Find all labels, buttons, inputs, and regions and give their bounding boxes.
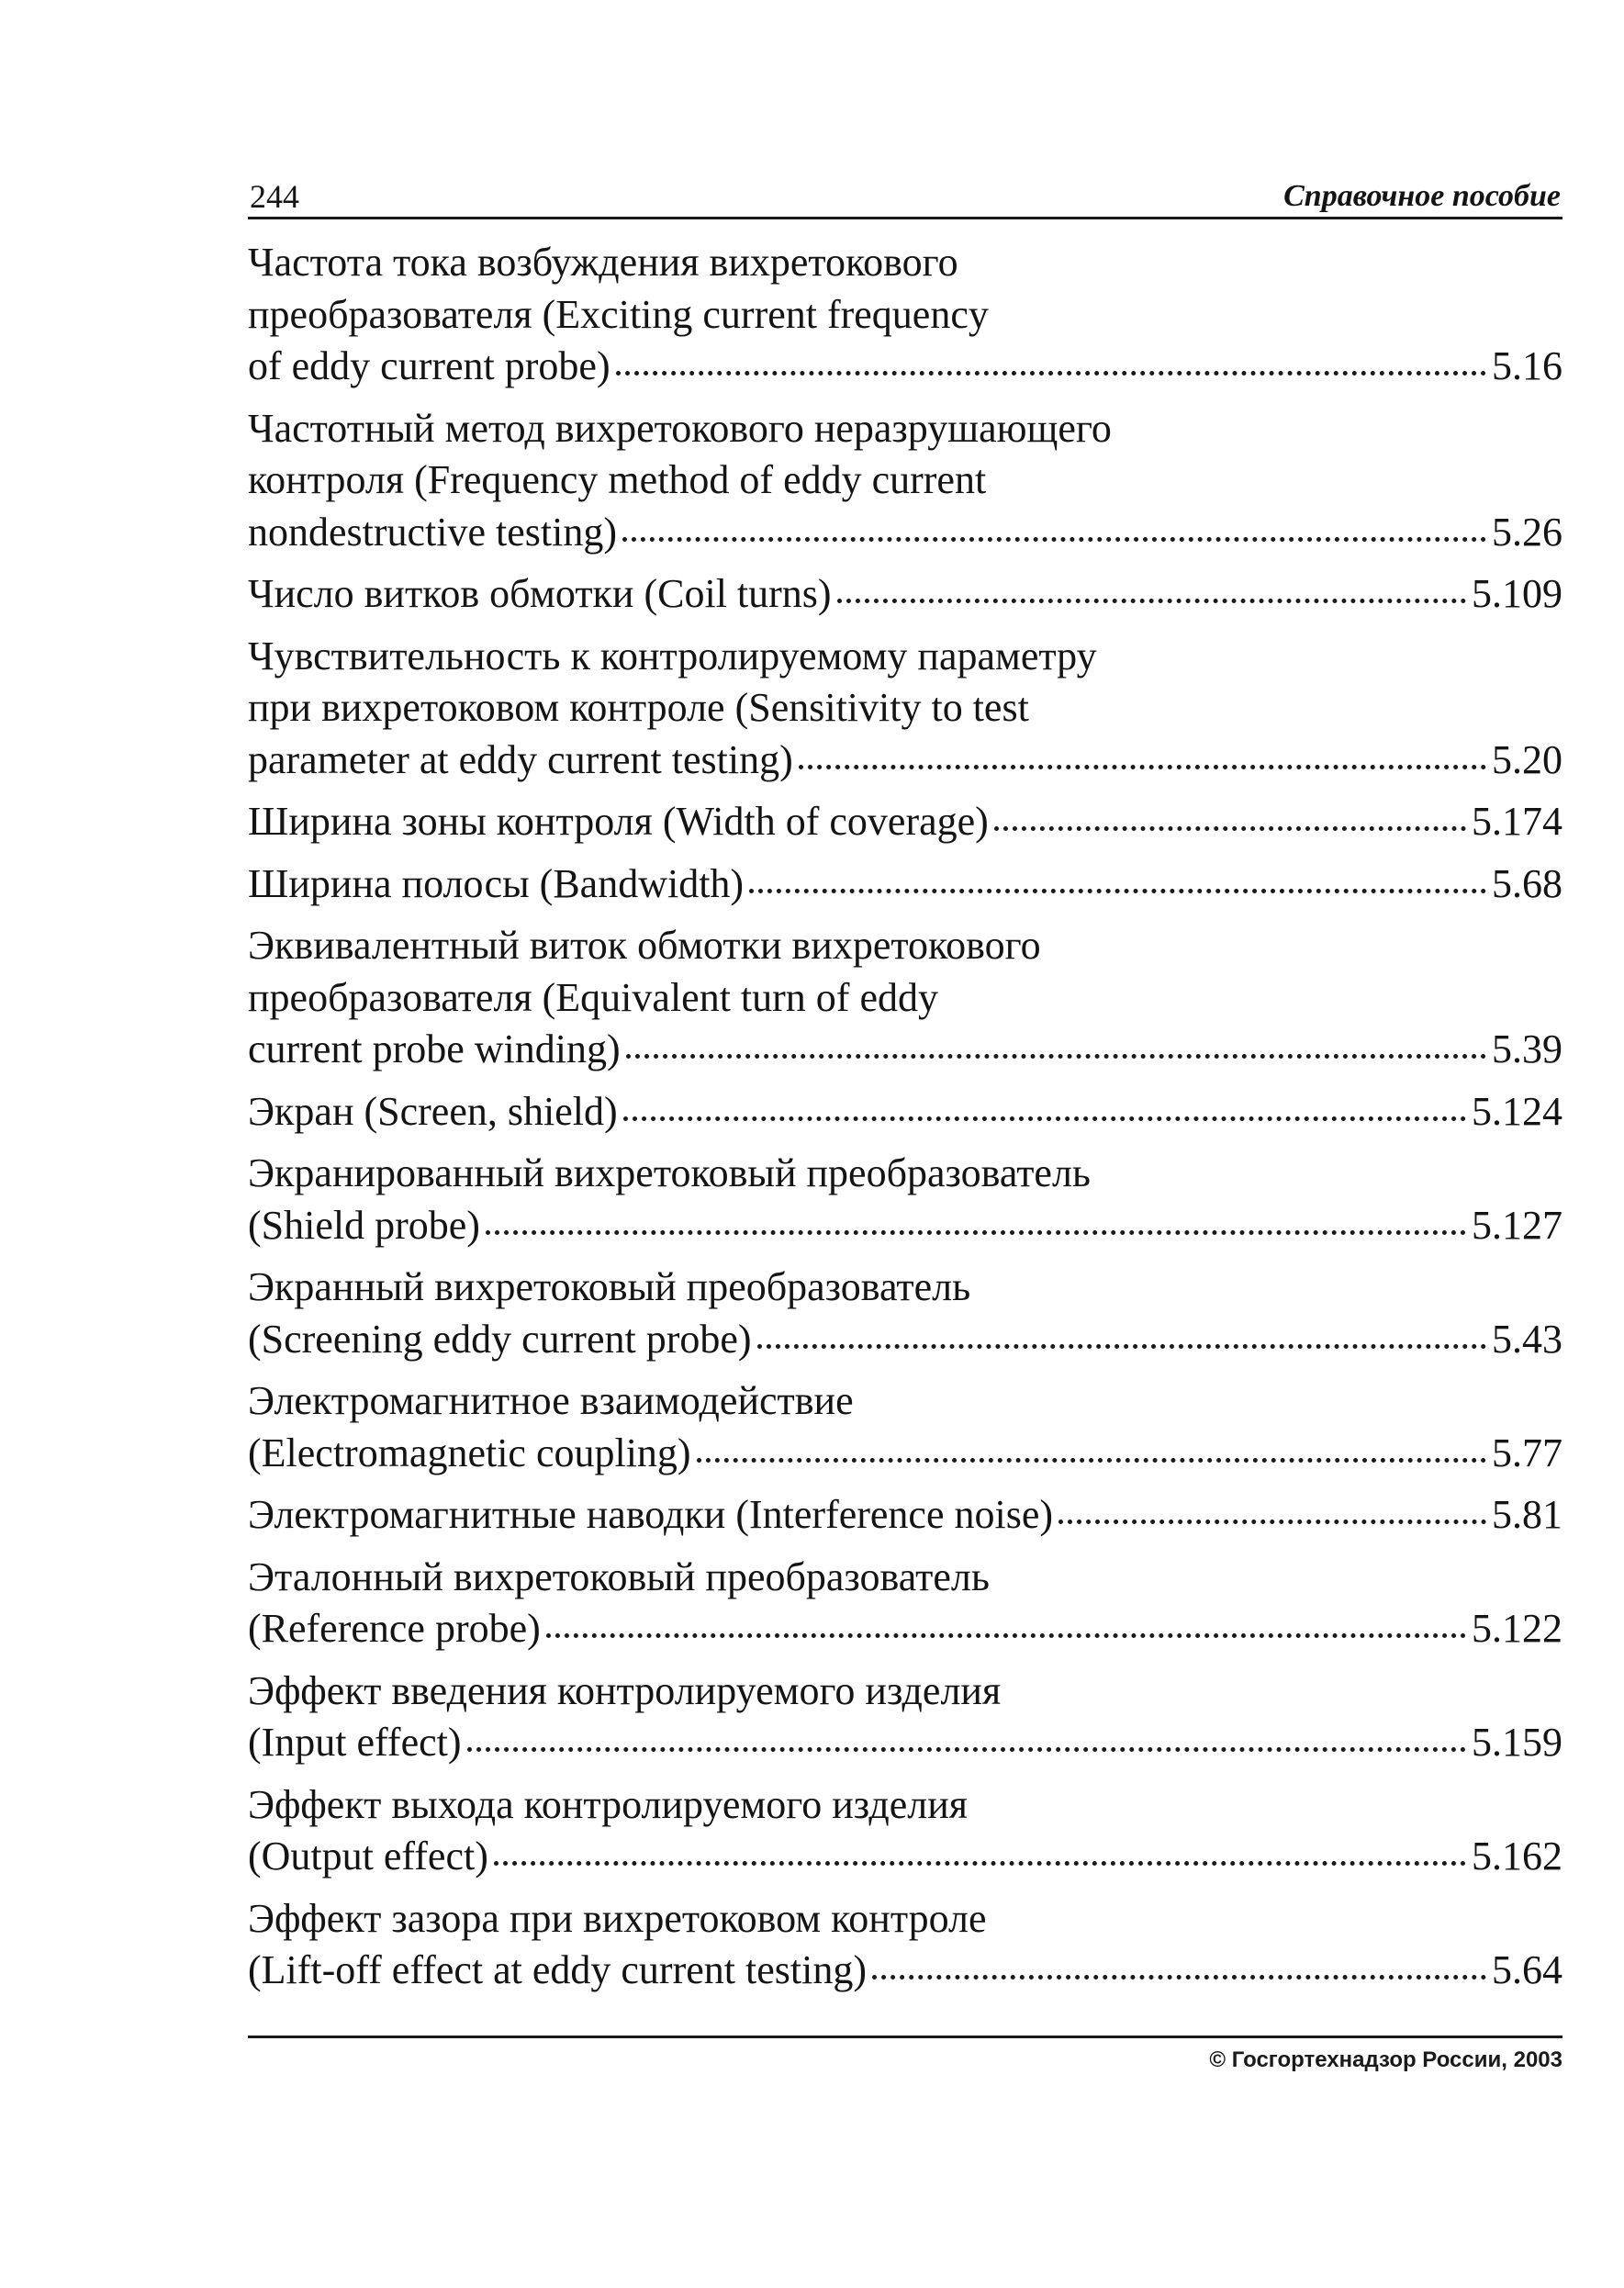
dot-leader	[622, 537, 1486, 542]
entry-term-line: Эквивалентный виток обмотки вихретокового	[248, 923, 1041, 968]
entry-term-line: (Output effect)	[248, 1834, 488, 1879]
entry-term-line: Электромагнитное взаимодействие	[248, 1378, 854, 1423]
page-header	[248, 173, 1562, 219]
footer-rule	[248, 2036, 1562, 2038]
index-entry	[248, 1489, 1562, 1542]
section-reference: 5.81	[1492, 1492, 1562, 1537]
entry-term-line: Экранный вихретоковый преобразователь	[248, 1264, 971, 1309]
section-reference: 5.159	[1472, 1720, 1562, 1765]
dot-leader	[697, 1458, 1486, 1463]
entry-final-line	[248, 1603, 1562, 1655]
section-reference: 5.124	[1472, 1088, 1562, 1134]
entry-final-line	[248, 1428, 1562, 1480]
entry-term-line: Ширина зоны контроля (Width of coverage)	[248, 799, 989, 844]
entry-term-line: (Electromagnetic coupling)	[248, 1430, 691, 1475]
entry-term-line: Электромагнитные наводки (Interference noise)	[248, 1492, 1054, 1537]
entry-final-line	[248, 1024, 1562, 1076]
entry-term-line: Частотный метод вихретокового неразрушающего	[248, 405, 1112, 451]
dot-leader	[494, 1861, 1466, 1866]
section-reference: 5.174	[1472, 799, 1562, 844]
index-entry	[248, 920, 1562, 1076]
section-reference: 5.26	[1492, 509, 1562, 555]
section-reference: 5.122	[1472, 1606, 1562, 1651]
entry-term-line: Экран (Screen, shield)	[248, 1088, 618, 1134]
entry-term-line: Экранированный вихретоковый преобразователь	[248, 1150, 1091, 1195]
dot-leader	[626, 1054, 1486, 1059]
entry-final-line	[248, 1717, 1562, 1769]
dot-leader	[616, 371, 1486, 376]
dot-leader	[749, 889, 1486, 893]
entry-final-line	[248, 341, 1562, 393]
section-reference: 5.77	[1492, 1430, 1562, 1475]
entry-final-line	[248, 507, 1562, 559]
entry-term-line: контроля (Frequency method of eddy current	[248, 457, 987, 502]
entry-final-line	[248, 735, 1562, 787]
entry-final-line	[248, 1489, 1562, 1542]
entry-term-line: Эталонный вихретоковый преобразователь	[248, 1553, 990, 1599]
index-entry	[248, 631, 1562, 787]
dot-leader	[546, 1633, 1466, 1638]
entry-term-line: Эффект введения контролируемого изделия	[248, 1667, 1002, 1713]
entry-final-line	[248, 1314, 1562, 1366]
index-entry	[248, 1262, 1562, 1365]
index-entry	[248, 1893, 1562, 1997]
entry-final-line	[248, 1200, 1562, 1252]
entry-term-line: Частота тока возбуждения вихретокового	[248, 240, 958, 285]
dot-leader	[994, 826, 1466, 831]
section-reference: 5.20	[1492, 736, 1562, 782]
glossary-index-list	[248, 237, 1562, 2007]
entry-term-line: Число витков обмотки (Coil turns)	[248, 571, 832, 616]
entry-term-line: при вихретоковом контроле (Sensitivity to test	[248, 685, 1029, 730]
dot-leader	[1058, 1520, 1486, 1524]
entry-term-line: (Shield probe)	[248, 1202, 480, 1248]
entry-term-line: Чувствительность к контролируемому параметру	[248, 633, 1097, 679]
dot-leader	[872, 1975, 1486, 1980]
section-reference: 5.16	[1492, 343, 1562, 388]
entry-term-line: of eddy current probe)	[248, 343, 610, 388]
index-entry	[248, 568, 1562, 621]
section-reference: 5.162	[1472, 1834, 1562, 1879]
index-entry	[248, 1779, 1562, 1883]
index-entry	[248, 858, 1562, 911]
entry-final-line	[248, 796, 1562, 848]
index-entry	[248, 1666, 1562, 1769]
page-number: 244	[250, 178, 299, 215]
index-entry	[248, 1086, 1562, 1138]
section-reference: 5.64	[1492, 1947, 1562, 1992]
entry-term-line: Эффект выхода контролируемого изделия	[248, 1781, 969, 1827]
entry-term-line: current probe winding)	[248, 1026, 621, 1071]
index-entry	[248, 1552, 1562, 1655]
entry-term-line: Эффект зазора при вихретоковом контроле	[248, 1895, 987, 1941]
index-entry	[248, 1148, 1562, 1251]
section-reference: 5.109	[1472, 571, 1562, 616]
entry-final-line	[248, 1831, 1562, 1883]
entry-term-line: nondestructive testing)	[248, 509, 618, 555]
index-entry	[248, 403, 1562, 559]
index-entry	[248, 1375, 1562, 1479]
entry-term-line: (Lift-off effect at eddy current testing)	[248, 1947, 867, 1992]
entry-term-line: (Input effect)	[248, 1720, 462, 1765]
dot-leader	[467, 1747, 1466, 1752]
entry-term-line: parameter at eddy current testing)	[248, 736, 793, 782]
dot-leader	[757, 1344, 1486, 1349]
section-reference: 5.39	[1492, 1026, 1562, 1071]
section-reference: 5.68	[1492, 860, 1562, 906]
entry-term-line: (Screening eddy current probe)	[248, 1316, 752, 1362]
entry-final-line	[248, 1945, 1562, 1997]
entry-final-line	[248, 1086, 1562, 1138]
entry-term-line: преобразователя (Exciting current frequency	[248, 291, 989, 337]
index-entry	[248, 237, 1562, 393]
running-title: Справочное пособие	[1283, 179, 1561, 213]
section-reference: 5.127	[1472, 1202, 1562, 1248]
entry-term-line: преобразователя (Equivalent turn of eddy	[248, 974, 938, 1020]
entry-final-line	[248, 858, 1562, 911]
section-reference: 5.43	[1492, 1316, 1562, 1362]
dot-leader	[623, 1116, 1466, 1121]
dot-leader	[837, 599, 1466, 603]
index-entry	[248, 796, 1562, 848]
dot-leader	[486, 1230, 1466, 1235]
entry-term-line: (Reference probe)	[248, 1606, 541, 1651]
entry-term-line: Ширина полосы (Bandwidth)	[248, 860, 745, 906]
entry-final-line	[248, 568, 1562, 621]
copyright-notice: © Госгортехнадзор России, 2003	[1209, 2047, 1562, 2072]
dot-leader	[799, 765, 1486, 769]
